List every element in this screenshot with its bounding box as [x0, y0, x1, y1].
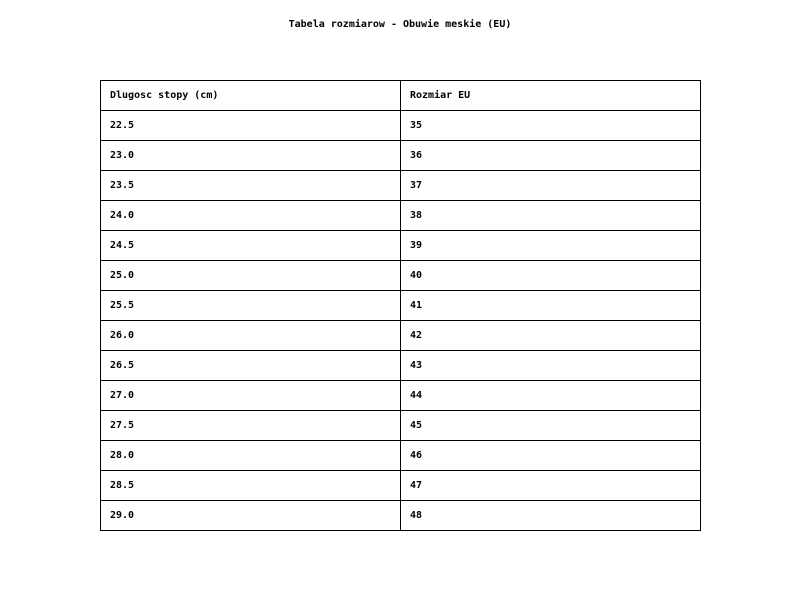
eu-size-cell: 42 — [401, 321, 701, 351]
eu-size-cell: 38 — [401, 201, 701, 231]
table-row — [101, 201, 701, 231]
eu-size-cell: 48 — [401, 501, 701, 531]
eu-size-cell: 41 — [401, 291, 701, 321]
table-row — [101, 291, 701, 321]
eu-size-cell: 47 — [401, 471, 701, 501]
foot-length-cell: 26.0 — [101, 321, 401, 351]
foot-length-cell: 23.0 — [101, 141, 401, 171]
page-title: Tabela rozmiarow - Obuwie meskie (EU) — [288, 19, 512, 30]
table-row — [101, 111, 701, 141]
header-eu-size: Rozmiar EU — [401, 81, 701, 111]
table-row — [101, 441, 701, 471]
table-row — [101, 321, 701, 351]
foot-length-cell: 27.5 — [101, 411, 401, 441]
table-row — [101, 171, 701, 201]
table-row — [101, 411, 701, 441]
foot-length-cell: 27.0 — [101, 381, 401, 411]
foot-length-cell: 25.5 — [101, 291, 401, 321]
eu-size-cell: 43 — [401, 351, 701, 381]
foot-length-cell: 25.0 — [101, 261, 401, 291]
eu-size-cell: 35 — [401, 111, 701, 141]
table-header-row — [101, 81, 701, 111]
header-foot-length: Dlugosc stopy (cm) — [101, 81, 401, 111]
table-row — [101, 501, 701, 531]
foot-length-cell: 28.0 — [101, 441, 401, 471]
table-row — [101, 231, 701, 261]
eu-size-cell: 45 — [401, 411, 701, 441]
eu-size-cell: 37 — [401, 171, 701, 201]
eu-size-cell: 46 — [401, 441, 701, 471]
foot-length-cell: 28.5 — [101, 471, 401, 501]
eu-size-cell: 44 — [401, 381, 701, 411]
foot-length-cell: 29.0 — [101, 501, 401, 531]
eu-size-cell: 39 — [401, 231, 701, 261]
foot-length-cell: 22.5 — [101, 111, 401, 141]
eu-size-cell: 36 — [401, 141, 701, 171]
table-row — [101, 471, 701, 501]
size-chart-table — [100, 80, 701, 531]
eu-size-cell: 40 — [401, 261, 701, 291]
table-row — [101, 381, 701, 411]
table-row — [101, 261, 701, 291]
table-row — [101, 141, 701, 171]
foot-length-cell: 26.5 — [101, 351, 401, 381]
table-body — [101, 111, 701, 531]
table-row — [101, 351, 701, 381]
foot-length-cell: 23.5 — [101, 171, 401, 201]
foot-length-cell: 24.0 — [101, 201, 401, 231]
foot-length-cell: 24.5 — [101, 231, 401, 261]
